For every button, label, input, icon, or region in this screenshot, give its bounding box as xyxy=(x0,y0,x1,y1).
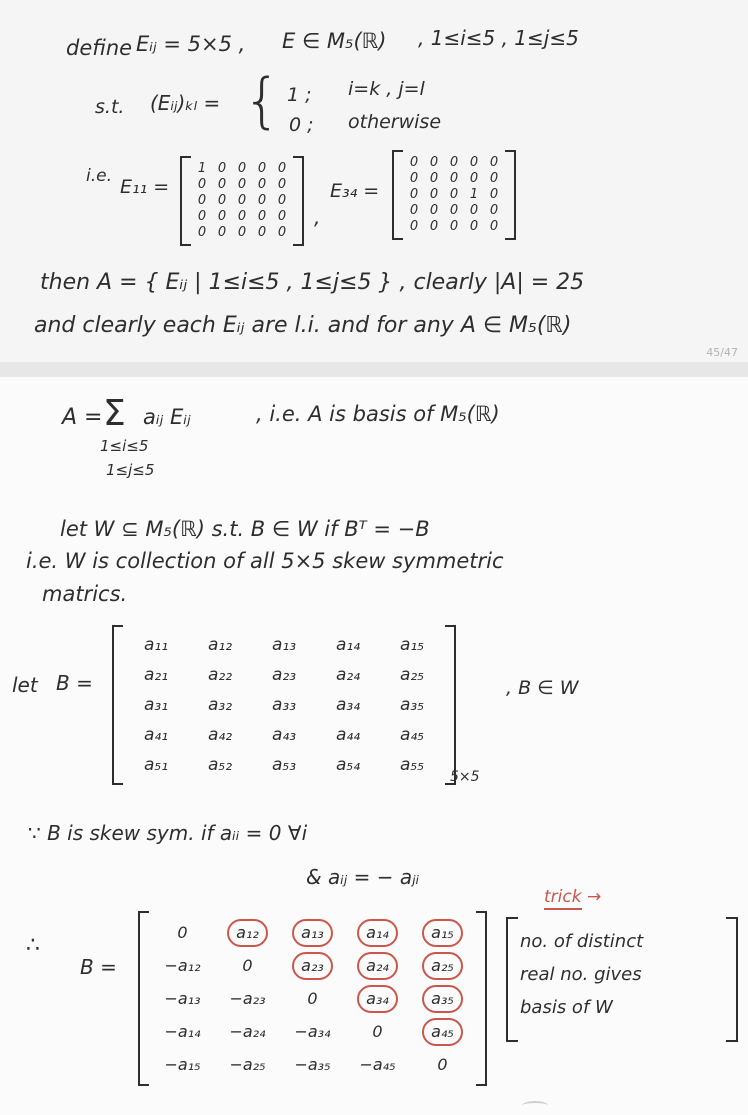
skew-condition-line: ∵ B is skew sym. if aᵢᵢ = 0 ∀i xyxy=(28,821,308,845)
matrix-row xyxy=(150,1048,475,1081)
matrix-cell xyxy=(410,916,475,949)
matrix-row xyxy=(124,690,444,720)
matrix-cell xyxy=(410,1015,475,1048)
matrix-cell: 0 xyxy=(429,203,439,218)
let-w-line: let W ⊆ M₅(ℝ) s.t. B ∈ W if Bᵀ = −B xyxy=(60,517,430,541)
piecewise-lhs: (Eᵢⱼ)ₖₗ = xyxy=(150,91,221,115)
b-in-w-note: , B ∈ W xyxy=(506,677,579,699)
note-line: no. of distinct xyxy=(520,931,644,952)
matrix-cell: 0 xyxy=(237,161,247,176)
matrix-cell: a₂₅ xyxy=(399,665,425,685)
let-word: let xyxy=(12,673,38,697)
b-equals-2: B = xyxy=(80,955,117,979)
index-range: , 1≤i≤5 , 1≤j≤5 xyxy=(418,26,579,50)
matrix-cell: a₁₅ xyxy=(399,635,425,655)
matrix-row xyxy=(124,660,444,690)
ie-word: i.e. xyxy=(86,166,112,186)
matrix-cell xyxy=(345,949,410,982)
matrix-cell: 0 xyxy=(409,203,419,218)
matrix-cell: 0 xyxy=(469,171,479,186)
matrix-cell: 0 xyxy=(197,225,207,240)
matrix-cell: 0 xyxy=(449,155,459,170)
matrix-cell: 0 xyxy=(437,1055,448,1074)
matrix-cell xyxy=(345,982,410,1015)
matrix-cell: a₄₂ xyxy=(207,725,233,745)
matrix-row xyxy=(192,177,292,193)
matrix-cell: a₃₃ xyxy=(271,695,297,715)
case2-condition: otherwise xyxy=(348,111,442,133)
matrix-cell: a₃₅ xyxy=(399,695,425,715)
matrix-cell: 0 xyxy=(409,219,419,234)
circled-entry: a₁₃ xyxy=(292,919,333,947)
matrix-cell: 0 xyxy=(489,171,499,186)
matrix-cell: a₄₄ xyxy=(335,725,361,745)
matrix-cell: 0 xyxy=(257,161,267,176)
skew-rule-line: & aᵢⱼ = − aⱼᵢ xyxy=(306,865,420,889)
circled-entry: a₃₄ xyxy=(357,985,398,1013)
matrix-cell: 0 xyxy=(217,161,227,176)
matrix-separator-comma: , xyxy=(314,205,321,229)
case1-condition: i=k , j=l xyxy=(348,78,425,100)
matrix-cell: −a₃₅ xyxy=(294,1055,331,1074)
matrix-b-skew xyxy=(138,911,487,1086)
matrix-cell: 0 xyxy=(429,155,439,170)
matrix-row xyxy=(124,720,444,750)
matrix-cell: a₅₁ xyxy=(143,755,169,775)
matrix-cell: a₅₂ xyxy=(207,755,233,775)
matrix-cell: 0 xyxy=(237,209,247,224)
matrix-row xyxy=(150,916,475,949)
matrix-row xyxy=(192,209,292,225)
b-equals: B = xyxy=(56,671,93,695)
matrix-cell: 0 xyxy=(242,956,253,975)
matrix-cell: 0 xyxy=(409,171,419,186)
matrix-row xyxy=(404,219,504,235)
notes-page-top xyxy=(0,0,748,362)
matrix-cell: 0 xyxy=(237,225,247,240)
trick-arrow-icon: → xyxy=(586,887,602,907)
matrix-row xyxy=(150,982,475,1015)
matrix-cell: 0 xyxy=(469,155,479,170)
matrix-b-full xyxy=(112,625,456,785)
such-that-abbrev: s.t. xyxy=(95,96,125,118)
matrix-cell: 0 xyxy=(449,171,459,186)
matrix-cell: a₂₄ xyxy=(335,665,361,685)
matrix-cell: 0 xyxy=(277,193,287,208)
then-set-line: then A = { Eᵢⱼ | 1≤i≤5 , 1≤j≤5 } , clearly |A| = 25 xyxy=(40,270,585,295)
matrix-cell xyxy=(410,949,475,982)
case1-value: 1 ; xyxy=(287,84,312,106)
sum-bound-j: 1≤j≤5 xyxy=(106,461,155,479)
matrix-cell: −a₂₄ xyxy=(229,1022,266,1041)
clearly-line: and clearly each Eᵢⱼ are l.i. and for any A ∈ M₅(ℝ) xyxy=(34,313,572,338)
circled-entry: a₂₄ xyxy=(357,952,398,980)
matrix-cell: 0 xyxy=(489,219,499,234)
circled-entry: a₁₄ xyxy=(357,919,398,947)
matrix-cell: a₁₂ xyxy=(207,635,233,655)
matrix-cell: 0 xyxy=(197,177,207,192)
matrix-cell: 0 xyxy=(372,1022,383,1041)
sum-rhs: , i.e. A is basis of M₅(ℝ) xyxy=(256,402,500,426)
matrix-cell: 0 xyxy=(217,209,227,224)
matrix-cell: 0 xyxy=(277,209,287,224)
matrix-cell: a₁₁ xyxy=(143,635,169,655)
matrix-cell: 0 xyxy=(217,225,227,240)
matrix-row xyxy=(192,161,292,177)
matrix-cell: a₅₃ xyxy=(271,755,297,775)
matrix-cell: −a₁₂ xyxy=(164,956,201,975)
matrix-cell: 0 xyxy=(429,171,439,186)
matrix-cell: 0 xyxy=(429,187,439,202)
matrix-cell: a₅₅ xyxy=(399,755,425,775)
e11-label: E₁₁ = xyxy=(120,176,170,198)
define-word: define xyxy=(66,36,133,60)
sum-body: aᵢⱼ Eᵢⱼ xyxy=(143,405,191,429)
note-line: basis of W xyxy=(520,997,613,1018)
matrix-cell: 0 xyxy=(449,219,459,234)
matrix-cell: 0 xyxy=(409,155,419,170)
matrix-cell: 0 xyxy=(257,177,267,192)
sum-bound-i: 1≤i≤5 xyxy=(100,437,149,455)
therefore-symbol: ∴ xyxy=(26,933,40,958)
circled-entry: a₂₃ xyxy=(292,952,333,980)
matrix-cell: −a₄₅ xyxy=(359,1055,396,1074)
piecewise-brace: { xyxy=(243,66,282,136)
circled-entry: a₄₅ xyxy=(422,1018,463,1046)
matrix-cell: 0 xyxy=(237,193,247,208)
matrix-cell: 0 xyxy=(257,225,267,240)
matrics-line: matrics. xyxy=(42,582,128,606)
matrix-cell xyxy=(280,916,345,949)
matrix-cell: 0 xyxy=(177,923,188,942)
matrix-cell: a₁₃ xyxy=(271,635,297,655)
matrix-cell: a₂₂ xyxy=(207,665,233,685)
matrix-cell xyxy=(410,982,475,1015)
matrix-e11 xyxy=(180,156,304,246)
matrix-row xyxy=(150,1015,475,1048)
matrix-cell: 0 xyxy=(489,155,499,170)
matrix-cell: 0 xyxy=(449,203,459,218)
matrix-cell: −a₁₃ xyxy=(164,989,201,1008)
matrix-cell: a₃₄ xyxy=(335,695,361,715)
matrix-cell: 0 xyxy=(307,989,318,1008)
matrix-size-label: 5×5 xyxy=(450,769,480,785)
matrix-cell xyxy=(345,916,410,949)
matrix-cell: a₅₄ xyxy=(335,755,361,775)
matrix-cell: 0 xyxy=(409,187,419,202)
matrix-cell: 0 xyxy=(277,225,287,240)
matrix-cell: −a₂₅ xyxy=(229,1055,266,1074)
matrix-cell: a₄₁ xyxy=(143,725,169,745)
matrix-cell: a₄₅ xyxy=(399,725,425,745)
matrix-cell: 0 xyxy=(217,177,227,192)
matrix-cell: −a₂₃ xyxy=(229,989,266,1008)
note-line: real no. gives xyxy=(520,964,642,985)
matrix-cell: 0 xyxy=(489,203,499,218)
membership-expression: E ∈ M₅(ℝ) xyxy=(282,29,387,53)
matrix-cell: a₂₃ xyxy=(271,665,297,685)
matrix-cell: 0 xyxy=(277,177,287,192)
case2-value: 0 ; xyxy=(289,114,314,136)
matrix-cell xyxy=(215,916,280,949)
circled-entry: a₁₂ xyxy=(227,919,268,947)
matrix-cell: −a₁₅ xyxy=(164,1055,201,1074)
matrix-row xyxy=(124,750,444,780)
matrix-cell: 0 xyxy=(237,177,247,192)
matrix-cell: 0 xyxy=(469,203,479,218)
notes-page-bottom xyxy=(0,377,748,1115)
sigma-symbol: Σ xyxy=(103,393,126,434)
eij-definition: Eᵢⱼ = 5×5 , xyxy=(136,32,246,56)
matrix-cell: 0 xyxy=(449,187,459,202)
matrix-cell: a₂₁ xyxy=(143,665,169,685)
matrix-cell: 1 xyxy=(469,187,479,202)
circled-entry: a₁₅ xyxy=(422,919,463,947)
matrix-cell: a₃₁ xyxy=(143,695,169,715)
matrix-cell: 0 xyxy=(469,219,479,234)
trick-note-box xyxy=(506,917,738,1042)
trick-annotation xyxy=(544,887,601,907)
matrix-cell: 0 xyxy=(277,161,287,176)
matrix-cell: 0 xyxy=(217,193,227,208)
matrix-cell: 0 xyxy=(197,209,207,224)
matrix-cell: a₃₂ xyxy=(207,695,233,715)
matrix-row xyxy=(150,949,475,982)
matrix-row xyxy=(192,225,292,241)
matrix-row xyxy=(404,203,504,219)
sum-lhs: A = xyxy=(62,405,103,430)
matrix-row xyxy=(404,187,504,203)
matrix-cell: a₁₄ xyxy=(335,635,361,655)
matrix-cell: a₄₃ xyxy=(271,725,297,745)
matrix-cell: −a₁₄ xyxy=(164,1022,201,1041)
matrix-e34 xyxy=(392,150,516,240)
trick-label: trick xyxy=(544,887,582,910)
matrix-cell: 0 xyxy=(257,193,267,208)
matrix-row xyxy=(404,155,504,171)
matrix-cell: 0 xyxy=(429,219,439,234)
matrix-row xyxy=(192,193,292,209)
matrix-cell: 0 xyxy=(257,209,267,224)
matrix-row xyxy=(404,171,504,187)
circled-entry: a₃₅ xyxy=(422,985,463,1013)
ie-w-line: i.e. W is collection of all 5×5 skew symmetric xyxy=(26,549,504,573)
partial-next-line-stroke xyxy=(522,1101,548,1110)
page-divider xyxy=(0,362,748,377)
e34-label: E₃₄ = xyxy=(330,180,380,202)
page-counter: 45/47 xyxy=(706,346,738,359)
matrix-cell: 1 xyxy=(197,161,207,176)
matrix-cell: 0 xyxy=(197,193,207,208)
matrix-cell: −a₃₄ xyxy=(294,1022,331,1041)
matrix-cell: 0 xyxy=(489,187,499,202)
matrix-row xyxy=(124,630,444,660)
matrix-cell xyxy=(280,949,345,982)
circled-entry: a₂₅ xyxy=(422,952,463,980)
